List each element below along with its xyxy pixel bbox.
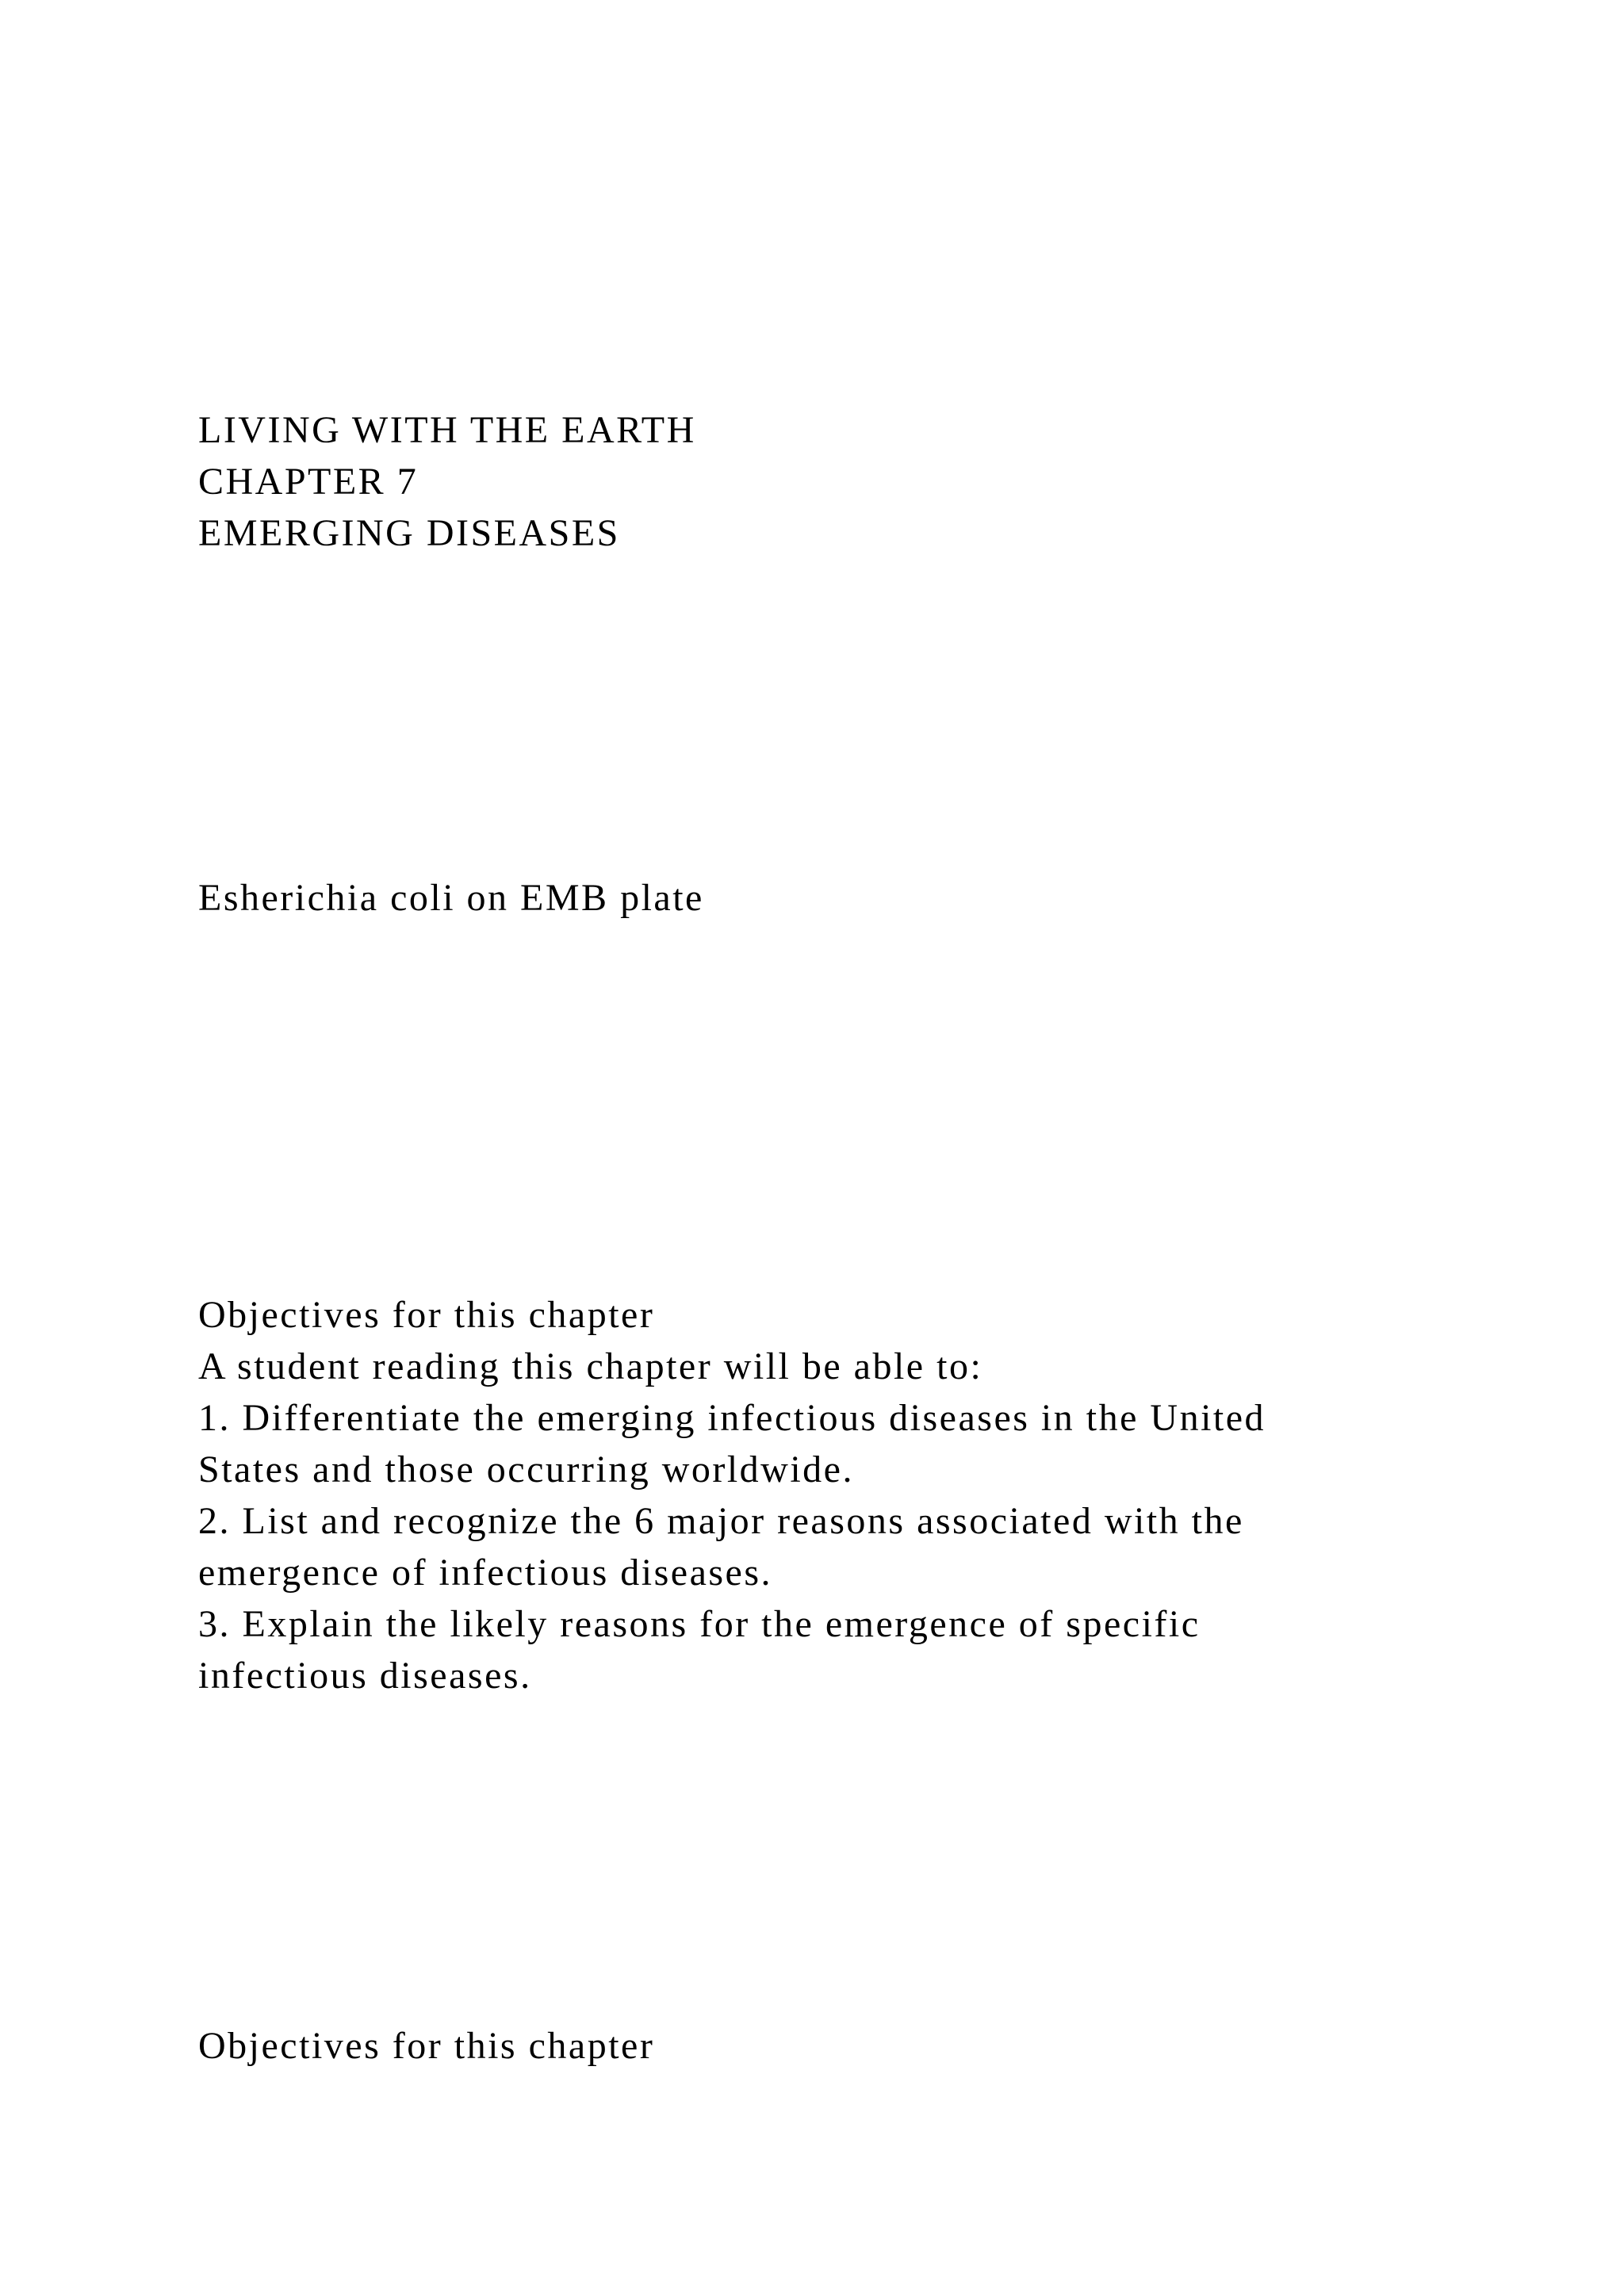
objectives-heading: Objectives for this chapter <box>198 1294 655 1336</box>
objective-item-3-line-a: 3. Explain the likely reasons for the emergence of specific <box>198 1603 1201 1645</box>
objective-item-3-line-b: infectious diseases. <box>198 1655 532 1697</box>
image-caption: Esherichia coli on EMB plate <box>198 877 704 919</box>
book-title: LIVING WITH THE EARTH <box>198 409 696 451</box>
objective-item-1-line-a: 1. Differentiate the emerging infectious diseases in the United <box>198 1397 1266 1439</box>
objectives-intro: A student reading this chapter will be able to: <box>198 1345 983 1387</box>
chapter-title-block <box>198 404 696 559</box>
chapter-title: EMERGING DISEASES <box>198 512 620 554</box>
image-caption-block <box>198 872 704 924</box>
chapter-number: CHAPTER 7 <box>198 461 419 503</box>
objective-item-2-line-a: 2. List and recognize the 6 major reasons associated with the <box>198 1500 1244 1542</box>
objectives-section-2 <box>198 2020 654 2072</box>
objectives-section <box>198 1289 1266 1701</box>
objective-item-2-line-b: emergence of infectious diseases. <box>198 1552 773 1594</box>
objectives-heading-2: Objectives for this chapter <box>198 2025 655 2067</box>
objective-item-1-line-b: States and those occurring worldwide. <box>198 1448 854 1490</box>
